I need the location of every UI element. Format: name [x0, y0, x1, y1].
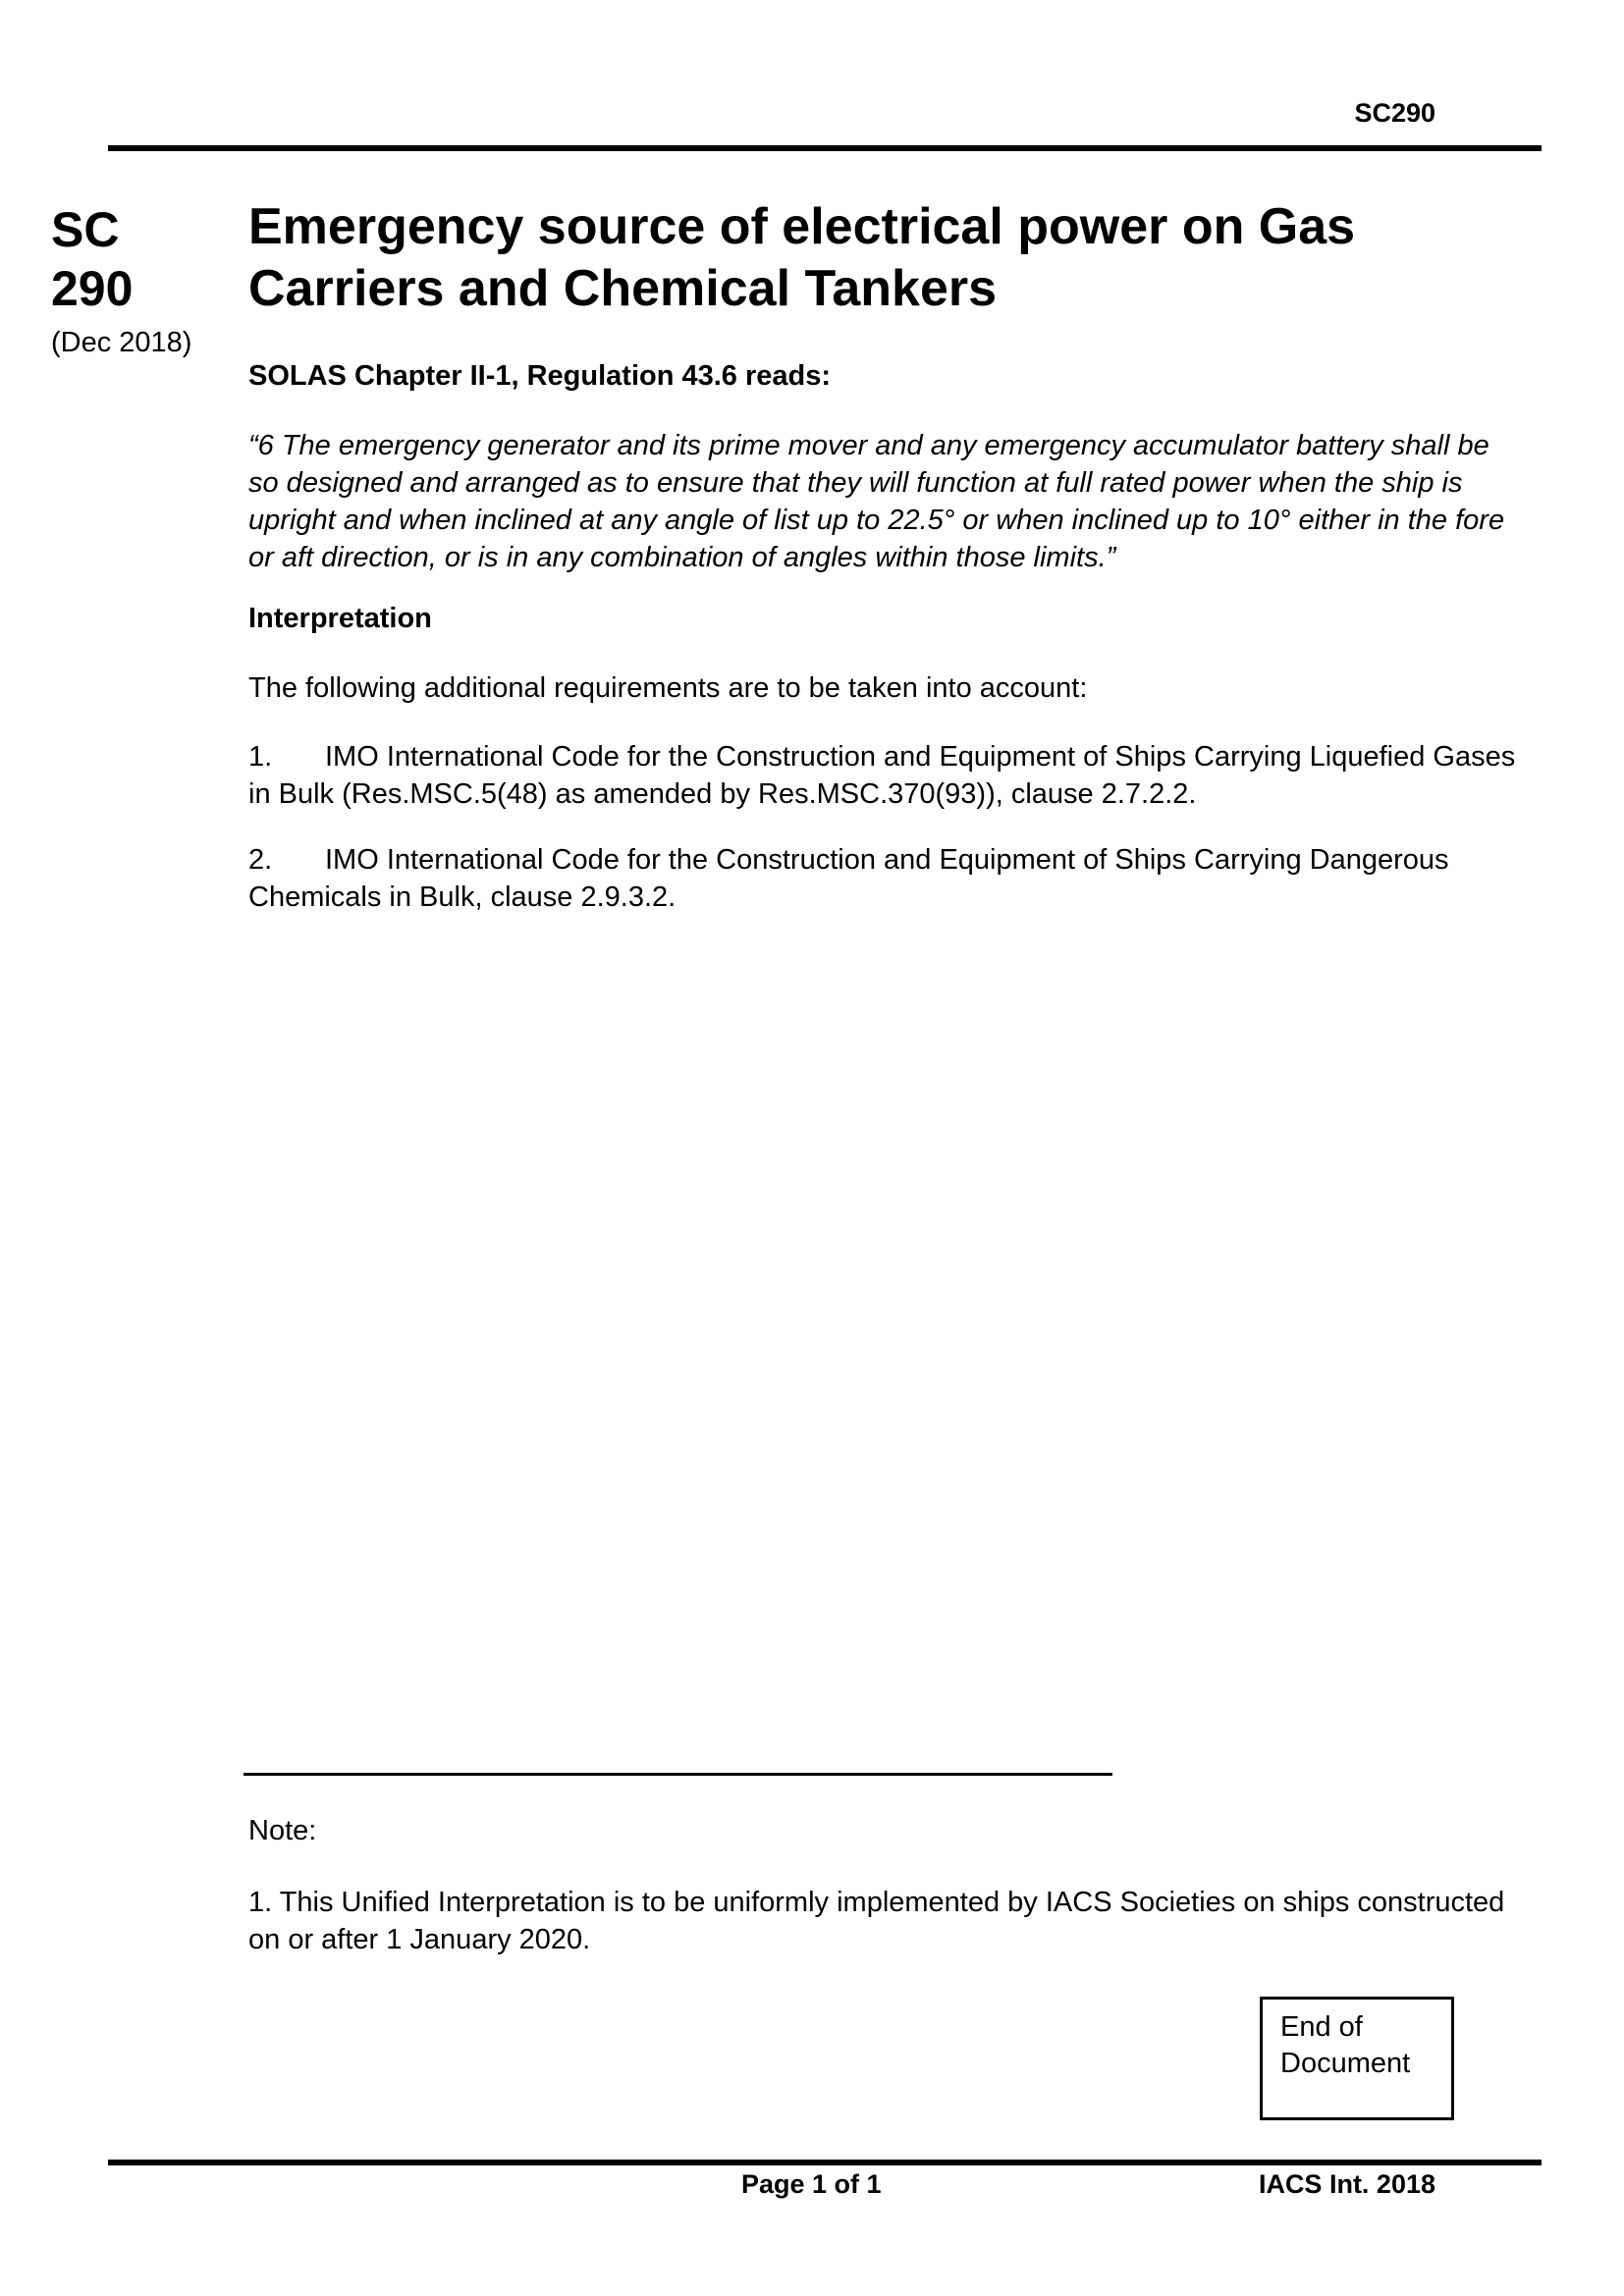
clause-number: 1.: [248, 741, 273, 773]
footer-reference: IACS Int. 2018: [1258, 2169, 1435, 2199]
sidebar-date: (Dec 2018): [51, 327, 192, 358]
interpretation-intro: The following additional requirements are to be taken into account:: [248, 672, 1088, 704]
sidebar-code-line2: 290: [51, 261, 134, 316]
footer-rule: [108, 2160, 1542, 2165]
note-label: Note:: [248, 1815, 317, 1846]
header-document-code: SC290: [1354, 98, 1435, 128]
document-title: Emergency source of electrical power on Gas Carriers and Chemical Tankers: [248, 198, 1356, 317]
clause-number: 2.: [248, 844, 273, 876]
footer-page-number: Page 1 of 1: [741, 2169, 882, 2199]
note-item: 1. This Unified Interpretation is to be uniformly implemented by IACS Societies on ships constructed on or after 1 January 2020.: [248, 1887, 1505, 1955]
solas-heading: SOLAS Chapter II-1, Regulation 43.6 reads:: [248, 360, 832, 392]
regulation-quote: “6 The emergency generator and its prime mover and any emergency accumulator battery shall be so designed and arranged as to ensure that they will function at full rated power when the ship is upright and when inclined at any angle of list up to 22.5° or when inclined up to 10° either in the fore or aft direction, or is in any combination of angles within those limits.”: [248, 430, 1505, 573]
sidebar-code: [51, 200, 189, 318]
clause-item: [248, 738, 1525, 813]
clause-text: IMO International Code for the Construction and Equipment of Ships Carrying Dangerous Chemicals in Bulk, clause 2.9.3.2.: [248, 844, 1449, 913]
clause-item: [248, 841, 1525, 916]
end-box-line2: Document: [1280, 2048, 1411, 2079]
note-separator: [244, 1773, 1112, 1776]
interpretation-heading: Interpretation: [248, 603, 432, 634]
clause-text: IMO International Code for the Construction and Equipment of Ships Carrying Liquefied Gases in Bulk (Res.MSC.5(48) as amended by Res.MSC.370(93)), clause 2.7.2.2.: [248, 741, 1516, 810]
header-rule: [108, 145, 1542, 151]
sidebar-code-line1: SC: [51, 202, 120, 257]
end-of-document-box: [1260, 1997, 1454, 2120]
end-box-line1: End of: [1280, 2011, 1363, 2043]
